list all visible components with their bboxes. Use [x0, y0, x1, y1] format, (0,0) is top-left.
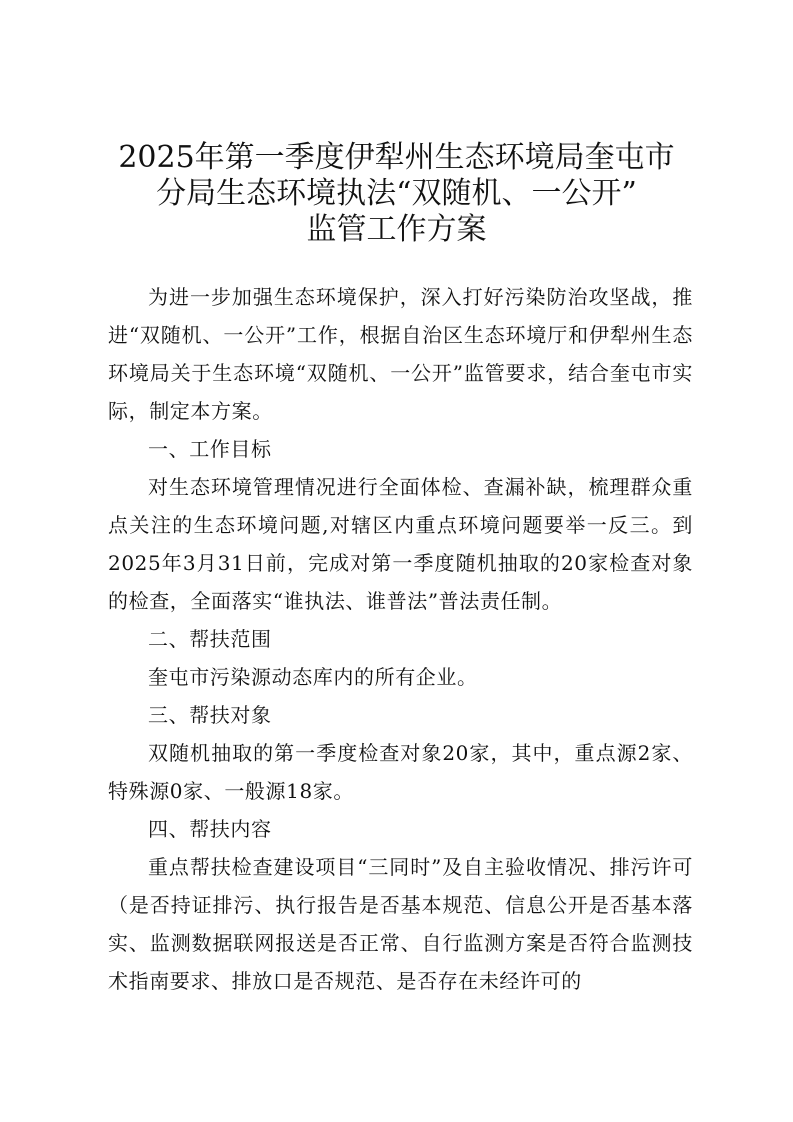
intro-paragraph: 为进一步加强生态环境保护，深入打好污染防治攻坚战，推进“双随机、一公开”工作，根据自治区生态环境厅和伊犁州生态环境局关于生态环境“双随机、一公开”监管要求，结合奎屯市实际，制定本方案。 [108, 285, 693, 423]
title-line-2: 分局生态环境执法“双随机、一公开” [156, 176, 637, 211]
section-text-content: 重点帮扶检查建设项目“三同时”及自主验收情况、排污许可（是否持证排污、执行报告是否基本规范、信息公开是否基本落实、监测数据联网报送是否正常、自行监测方案是否符合监测技术指南要求、排放口是否规范、是否存在未经许可的 [108, 855, 693, 993]
section-heading-goals: 一、工作目标 [148, 437, 272, 461]
section-text-goals: 对生态环境管理情况进行全面体检、查漏补缺，梳理群众重点关注的生态环境问题,对辖区内重点环境问题要举一反三。到2025年3月31日前，完成对第一季度随机抽取的20家检查对象的检查，全面落实“谁执法、谁普法”普法责任制。 [108, 475, 693, 613]
section-heading-scope: 二、帮扶范围 [148, 627, 272, 651]
section-heading-targets: 三、帮扶对象 [148, 703, 272, 727]
title-line-3: 监管工作方案 [306, 212, 487, 247]
document-title [0, 140, 793, 248]
section-text-scope: 奎屯市污染源动态库内的所有企业。 [148, 665, 478, 689]
document-body [108, 278, 693, 1000]
section-heading-content: 四、帮扶内容 [148, 817, 272, 841]
section-text-targets: 双随机抽取的第一季度检查对象20家，其中，重点源2家、特殊源0家、一般源18家。 [108, 741, 693, 803]
title-line-1: 2025年第一季度伊犁州生态环境局奎屯市 [118, 140, 675, 175]
